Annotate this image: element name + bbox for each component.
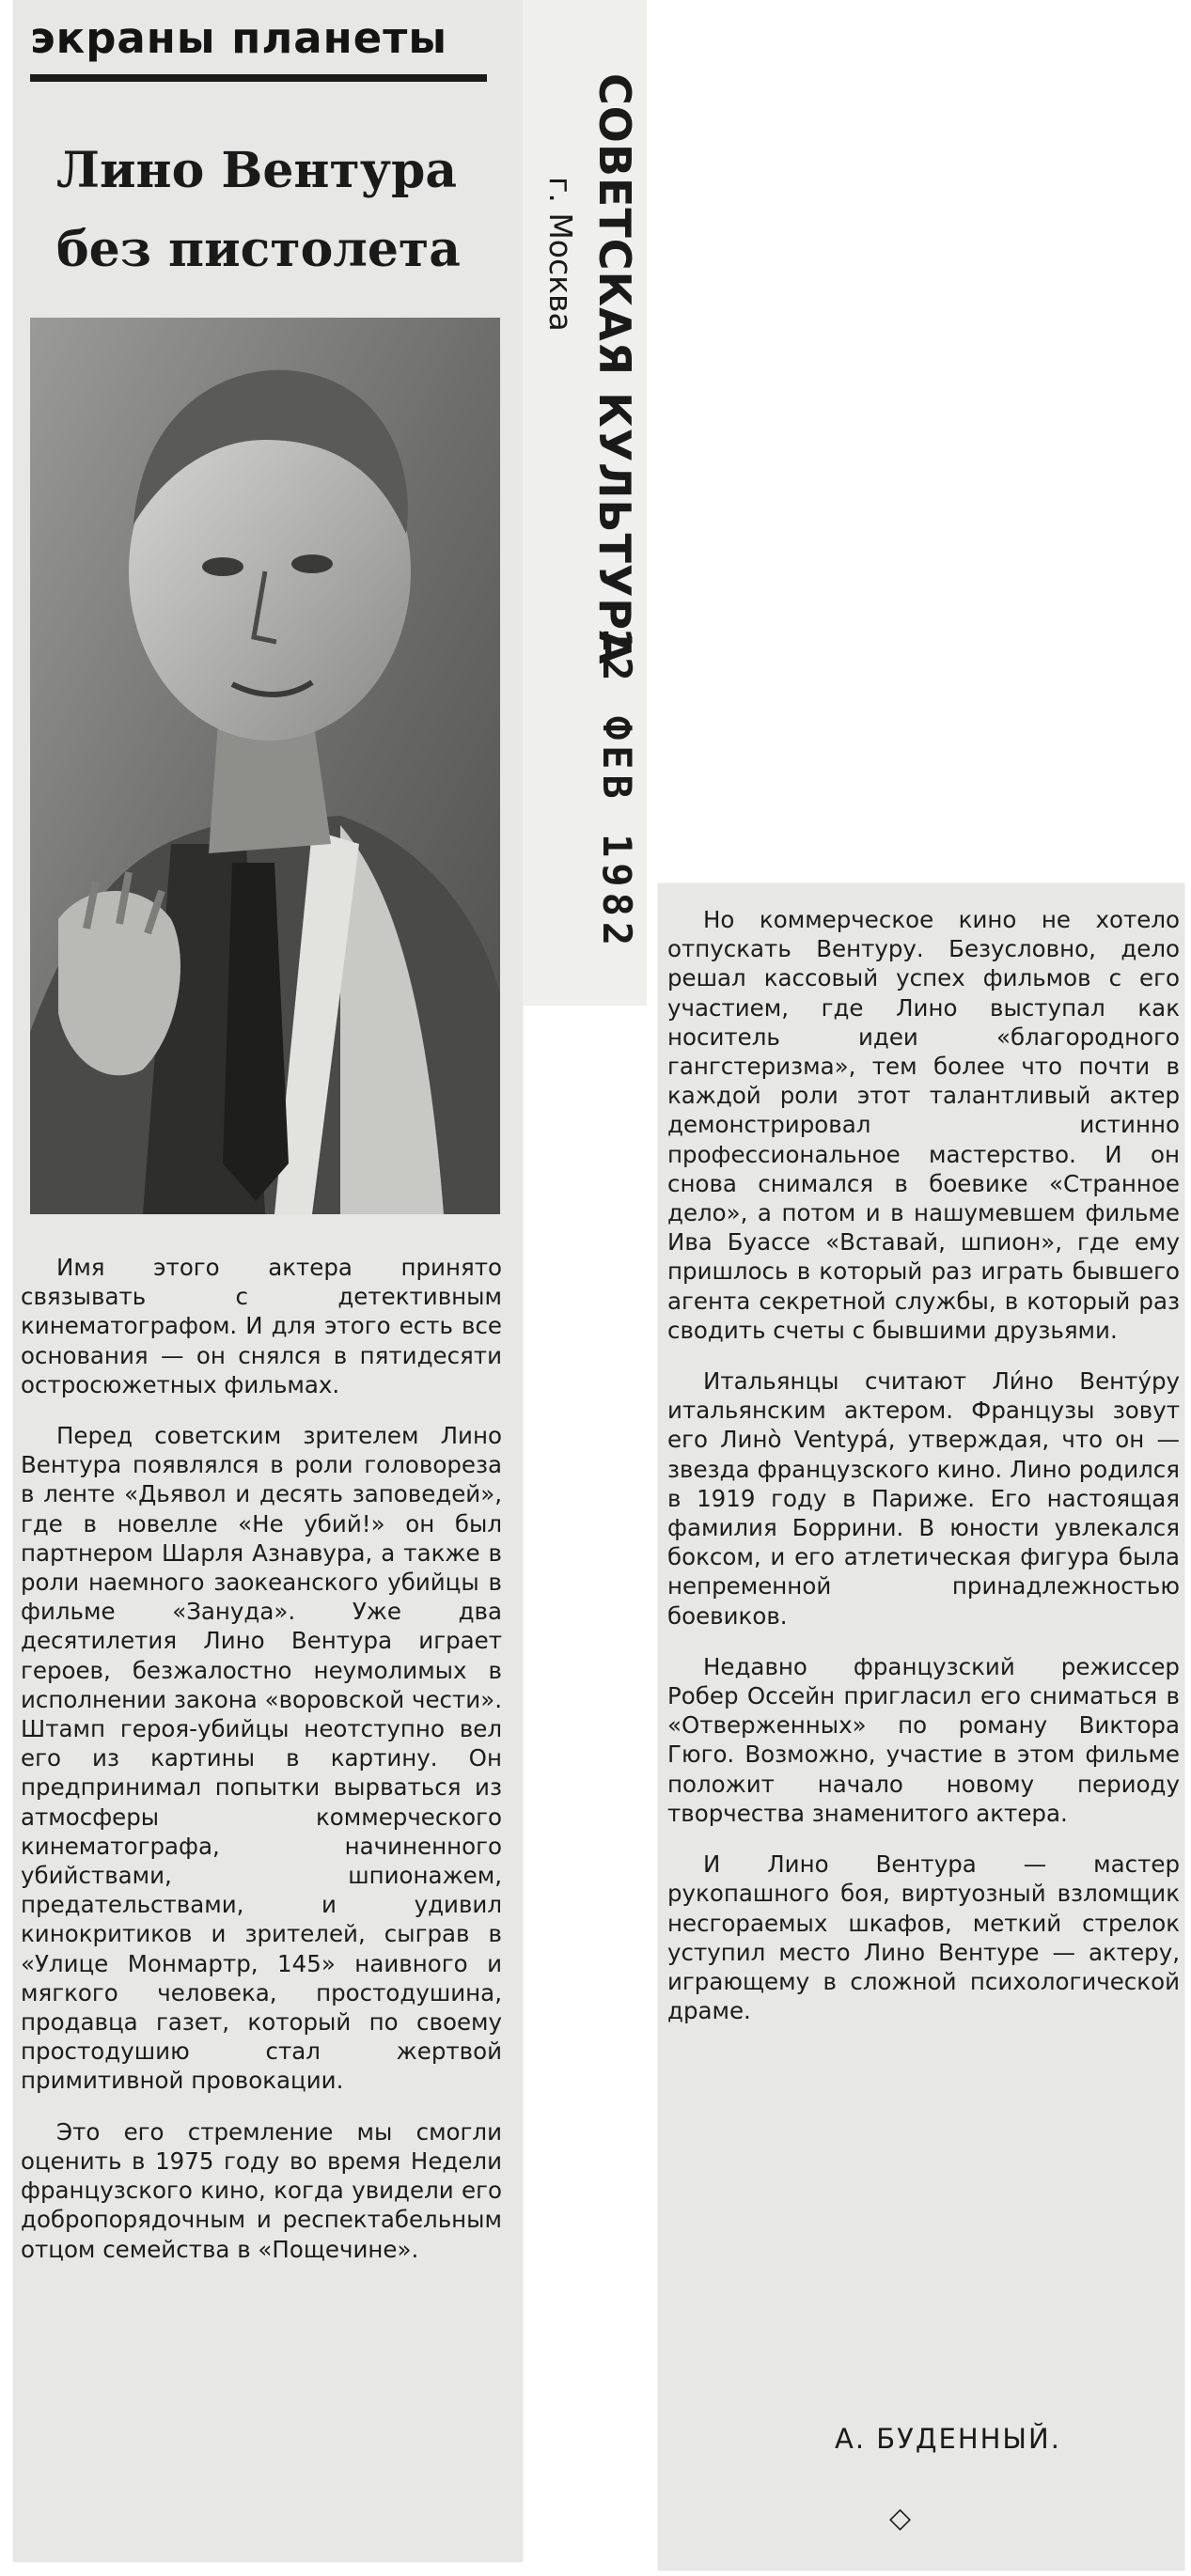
article-paragraph: Имя этого актера принято связывать с детективным кинематографом. И для этого есть все основания — он снялся в пятидесяти остросюжетных фильмах.	[21, 1254, 502, 1398]
headline-line-1: Лино Вентура	[56, 142, 458, 199]
article-paragraph: Итальянцы считают Ли́но Венту́ру итальянским актером. Французы зовут его Лино̀ Ventурá, утверждая, что он — звезда французского кино. Лино родился в 1919 году в Париже. Его настоящая фамилия Боррини. В юности увлекался боксом, и его атлетическая фигура была непременной принадлежностью боевиков.	[667, 1367, 1180, 1630]
article-headline	[56, 132, 479, 289]
article-column-right	[667, 905, 1180, 2047]
article-paragraph: Но коммерческое кино не хотело отпускать Вентуру. Безусловно, дело решал кассовый успех фильмов с его участием, где Лино выступал как носитель идеи «благородного гангстеризма», тем более что почти в каждой роли этот талантливый актер демонстрировал истинно профессиональное мастерство. И он снова снимался в боевике «Странное дело», а потом и в нашумевшем фильме Ива Буассе «Вставай, шпион», где ему пришлось в который раз играть бывшего агента секретной службы, в который раз сводить счеты с бывшими друзьями.	[667, 906, 1180, 1344]
article-column-left	[21, 1253, 502, 2286]
actor-portrait-illustration	[30, 318, 500, 1214]
rubric-rule	[30, 74, 487, 82]
end-mark-icon: ◇	[889, 2502, 912, 2535]
author-signature: А. БУДЕННЫЙ.	[835, 2423, 1061, 2455]
headline-line-2: без пистолета	[56, 221, 461, 278]
newspaper-city: г. Москва	[542, 177, 579, 332]
newspaper-masthead	[523, 0, 647, 1006]
article-paragraph: Это его стремление мы смогли оценить в 1975 году во время Недели французского кино, когда увидели его добропорядочным и респектабельным отцом семейства в «Пощечине».	[21, 2117, 502, 2263]
date-stamp: 12 ФЕВ 1982	[594, 628, 640, 952]
article-paragraph: Перед советским зрителем Лино Вентура появлялся в роли головореза в ленте «Дьявол и десять заповедей», где в новелле «Не убий!» он был партнером Шарля Азнавура, а также в роли наемного заокеанского убийцы в фильме «Зануда». Уже два десятилетия Лино Вентура играет героев, безжалостно неумолимых в исполнении закона «воровской чести». Штамп героя-убийцы неотступно вел его из картины в картину. Он предпринимал попытки вырваться из атмосферы коммерческого кинематографа, начиненного убийствами, шпионажем, предательствами, и удивил кинокритиков и зрителей, сыграв в «Улице Монмартр, 145» наивного и мягкого человека, простодушина, продавца газет, который по своему простодушию стал жертвой примитивной провокации.	[21, 1422, 502, 2095]
article-paragraph: И Лино Вентура — мастер рукопашного боя, виртуозный взломщик несгораемых шкафов, меткий стрелок уступил место Лино Вентуре — актеру, играющему в сложной психологической драме.	[667, 1850, 1180, 2025]
newspaper-name: СОВЕТСКАЯ КУЛЬТУРА	[589, 73, 640, 665]
actor-photo	[30, 318, 500, 1214]
article-paragraph: Недавно французский режиссер Робер Оссейн пригласил его сниматься в «Отверженных» по роману Виктора Гюго. Возможно, участие в этом фильме положит начало новому периоду творчества знаменитого актера.	[667, 1652, 1180, 1827]
rubric-heading: экраны планеты	[30, 13, 448, 63]
